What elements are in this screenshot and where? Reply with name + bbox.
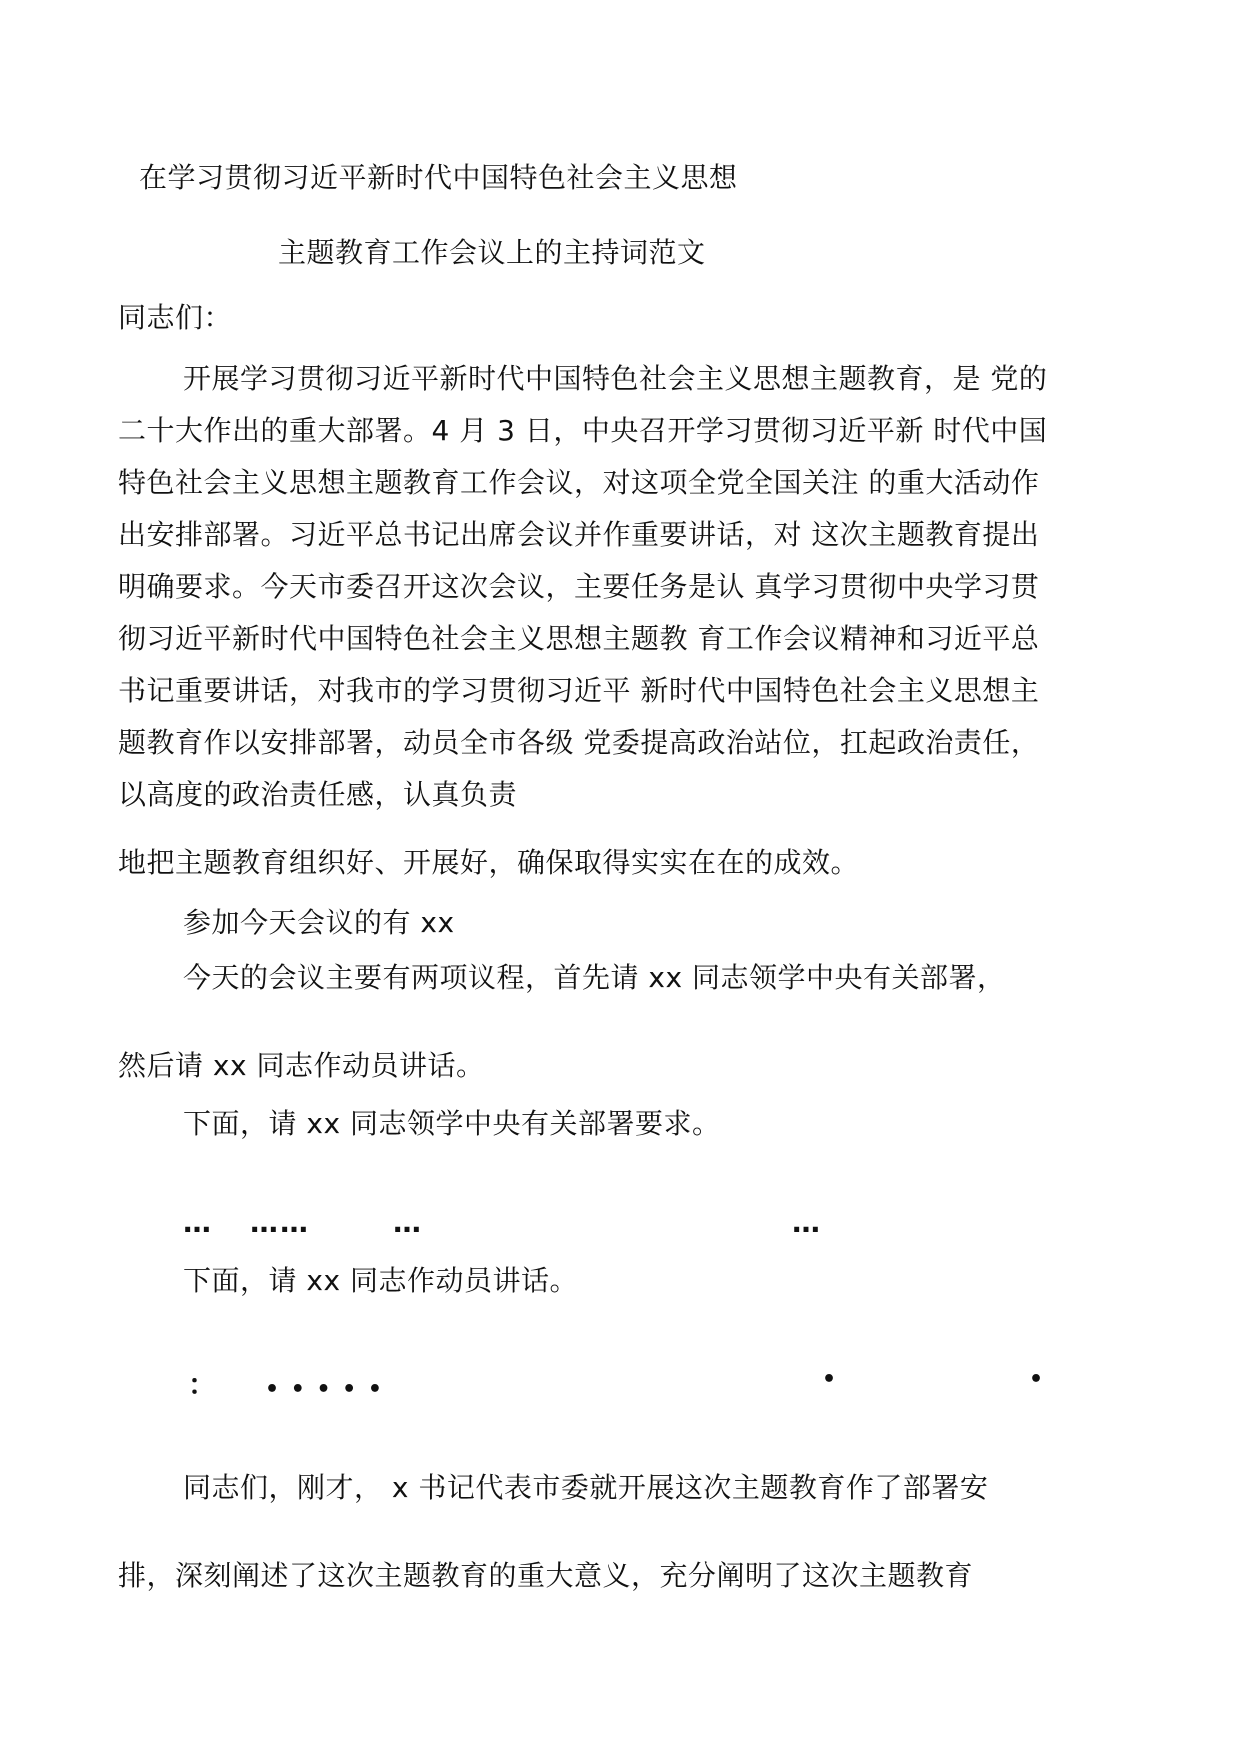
- ellipsis-mark: …: [393, 1206, 423, 1239]
- greeting: 同志们：: [118, 301, 233, 334]
- ellipsis-mark: •: [1029, 1367, 1046, 1392]
- paragraph-line: 特色社会主义思想主题教育工作会议，对这项全党全国关注 的重大活动作: [118, 466, 1040, 499]
- paragraph-line: 明确要求。今天市委召开这次会议，主要任务是认 真学习贯彻中央学习贯: [118, 570, 1040, 603]
- attendees-line: 参加今天会议的有 xx: [183, 906, 455, 939]
- ellipsis-mark: • • • • •: [265, 1377, 384, 1402]
- agenda-line: 然后请 xx 同志作动员讲话。: [118, 1049, 485, 1082]
- next-speaker-line: 下面，请 xx 同志作动员讲话。: [183, 1264, 578, 1297]
- paragraph-line: 开展学习贯彻习近平新时代中国特色社会主义思想主题教育，是 党的: [183, 362, 1048, 395]
- closing-line: 排，深刻阐述了这次主题教育的重大意义，充分阐明了这次主题教育: [118, 1559, 974, 1592]
- ellipsis-mark: …: [183, 1206, 213, 1239]
- document-title-line2: 主题教育工作会议上的主持词范文: [278, 236, 706, 269]
- paragraph-line: 彻习近平新时代中国特色社会主义思想主题教 育工作会议精神和习近平总: [118, 622, 1040, 655]
- agenda-line: 今天的会议主要有两项议程，首先请 xx 同志领学中央有关部署，: [183, 961, 1006, 994]
- paragraph-line: 以高度的政治责任感，认真负责: [118, 778, 518, 811]
- paragraph-line: 地把主题教育组织好、开展好，确保取得实实在在的成效。: [118, 846, 860, 879]
- paragraph-line: 出安排部署。习近平总书记出席会议并作重要讲话，对 这次主题教育提出: [118, 518, 1040, 551]
- ellipsis-mark: •: [822, 1367, 839, 1392]
- next-speaker-line: 下面，请 xx 同志领学中央有关部署要求。: [183, 1107, 721, 1140]
- paragraph-line: 二十大作出的重大部署。4 月 3 日，中央召开学习贯彻习近平新 时代中国: [118, 414, 1048, 447]
- closing-line: 同志们，刚才， x 书记代表市委就开展这次主题教育作了部署安: [183, 1471, 989, 1504]
- paragraph-line: 题教育作以安排部署，动员全市各级 党委提高政治站位，扛起政治责任，: [118, 726, 1040, 759]
- ellipsis-mark: ……: [250, 1206, 310, 1239]
- document-title-line1: 在学习贯彻习近平新时代中国特色社会主义思想: [139, 161, 738, 194]
- paragraph-line: 书记重要讲话，对我市的学习贯彻习近平 新时代中国特色社会主义思想主: [118, 674, 1040, 707]
- ellipsis-mark: ：: [188, 1368, 219, 1401]
- ellipsis-mark: …: [792, 1206, 822, 1239]
